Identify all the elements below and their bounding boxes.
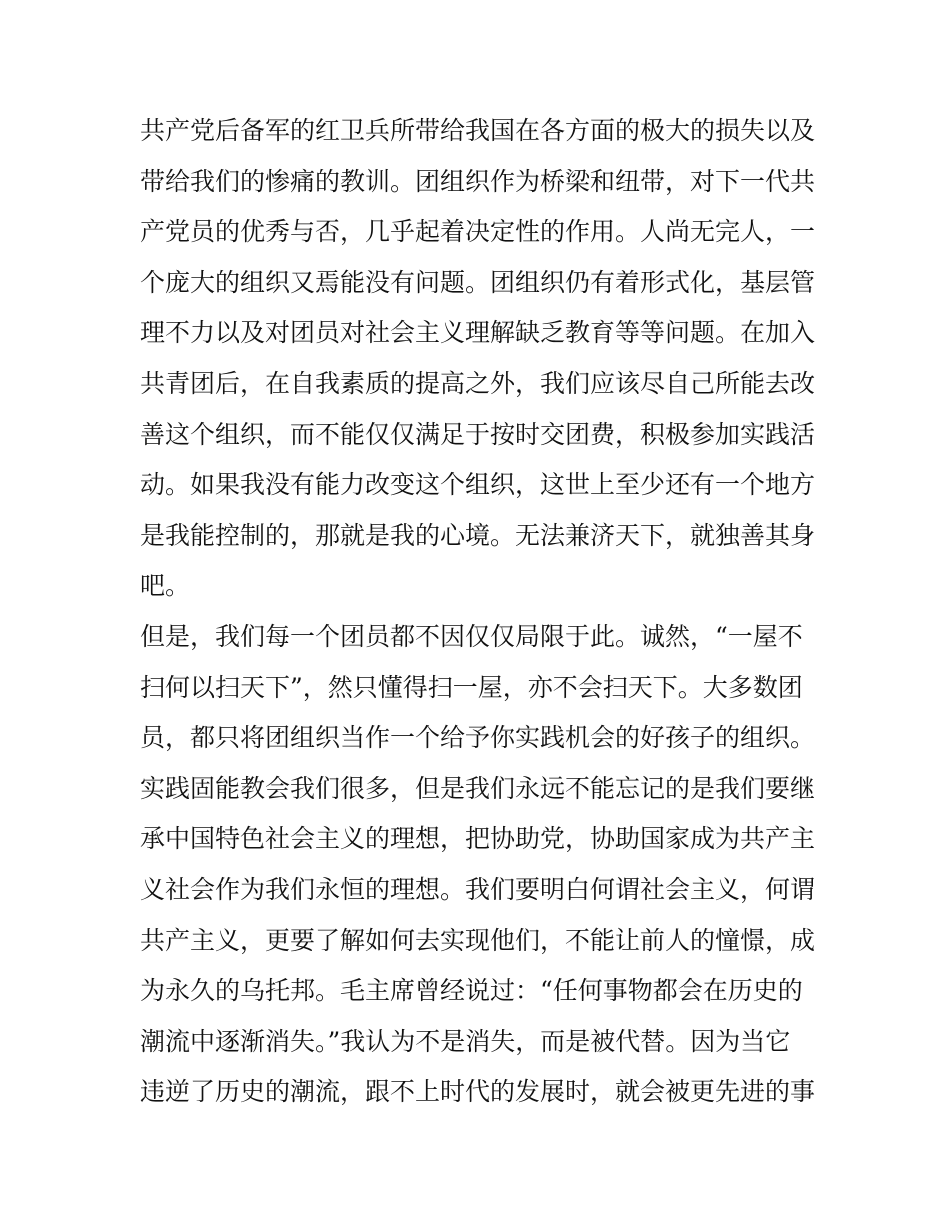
text-line: 义社会作为我们永恒的理想。我们要明白何谓社会主义，何谓 xyxy=(140,874,816,904)
text-line: 为永久的乌托邦。毛主席曾经说过：“任何事物都会在历史的 xyxy=(140,976,803,1006)
text-line: 扫何以扫天下”，然只懂得扫一屋，亦不会扫天下。大多数团 xyxy=(140,672,803,702)
text-line: 带给我们的惨痛的教训。团组织作为桥梁和纽带，对下一代共 xyxy=(140,166,816,196)
text-line: 动。如果我没有能力改变这个组织，这世上至少还有一个地方 xyxy=(140,470,816,500)
text-line: 潮流中逐渐消失。”我认为不是消失，而是被代替。因为当它 xyxy=(140,1026,791,1056)
text-line: 共青团后，在自我素质的提高之外，我们应该尽自己所能去改 xyxy=(140,368,816,398)
text-line: 共产党后备军的红卫兵所带给我国在各方面的极大的损失以及 xyxy=(140,116,816,145)
text-line: 是我能控制的，那就是我的心境。无法兼济天下，就独善其身 xyxy=(140,520,816,550)
text-line: 吧。 xyxy=(140,571,191,601)
text-line: 违逆了历史的潮流，跟不上时代的发展时，就会被更先进的事 xyxy=(140,1077,816,1107)
text-line: 承中国特色社会主义的理想，把协助党，协助国家成为共产主 xyxy=(140,824,816,854)
body-text xyxy=(140,106,820,1118)
text-line: 个庞大的组织又焉能没有问题。团组织仍有着形式化，基层管 xyxy=(140,267,816,297)
text-line: 理不力以及对团员对社会主义理解缺乏教育等等问题。在加入 xyxy=(140,318,816,348)
text-line: 产党员的优秀与否，几乎起着决定性的作用。人尚无完人，一 xyxy=(140,217,816,247)
text-line: 善这个组织，而不能仅仅满足于按时交团费，积极参加实践活 xyxy=(140,419,816,449)
text-line: 共产主义，更要了解如何去实现他们，不能让前人的憧憬，成 xyxy=(140,925,816,955)
text-line: 员，都只将团组织当作一个给予你实践机会的好孩子的组织。 xyxy=(140,723,816,753)
text-line: 但是，我们每一个团员都不因仅仅局限于此。诚然，“一屋不 xyxy=(140,621,803,651)
text-line: 实践固能教会我们很多，但是我们永远不能忘记的是我们要继 xyxy=(140,773,816,803)
